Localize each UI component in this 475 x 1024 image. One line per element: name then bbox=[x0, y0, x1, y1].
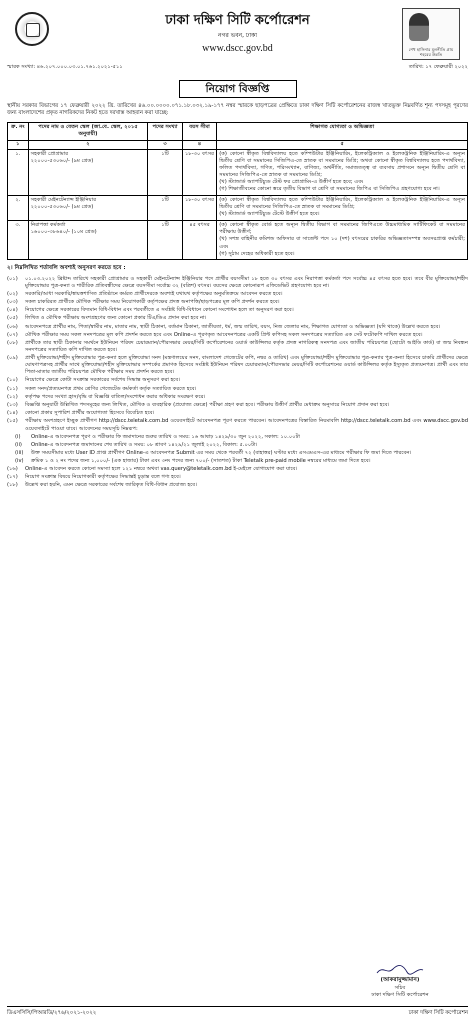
condition-number: (১০) bbox=[7, 377, 18, 384]
list-item bbox=[7, 418, 468, 432]
footer-reference: ডিএসসিসি/পিআরডি/২৭৬/২০২১-২০২২ bbox=[7, 1010, 97, 1016]
condition-number: (১৪) bbox=[7, 410, 18, 417]
signature-block bbox=[355, 963, 445, 999]
intro-paragraph: স্থানীয় সরকার বিভাগের ১৭ ফেব্রুয়ারী ২০২২ খ্রি. তারিখের ৪৬.০০.০০০০.০৭১.১৮.০৩২.১৯-১৭৭ নম্বর স্মারকে ছাড়পত্রের প্রেক্ষিতে ঢাকা দক্ষিণ সিটি কর্পোরেশনের রাজস্ব খাতভুক্ত নিম্নবর্ণিত শূন্য পদসমূহ পূরণের জন্য বাংলাদেশের প্রকৃত নাগরিকদের নিকট হতে দরখাস্ত আহবান করা যাচ্ছে: bbox=[7, 103, 468, 117]
page-title: নিয়োগ বিজ্ঞপ্তি bbox=[179, 80, 297, 98]
requirement-item: (গ) সুঠাম দেহের অধিকারী হতে হবে। bbox=[219, 250, 295, 257]
condition-number: (০৮) bbox=[7, 340, 18, 347]
condition-text: বিজ্ঞপ্তি অনুযায়ী উল্লিখিত পদসমূহের জন্য লিখিত, মৌখিক ও ব্যবহারিক (প্রযোজ্য ক্ষেত্রে) পরীক্ষা গ্রহণ করা হবে। পরীক্ষায় উত্তীর্ণ প্রার্থীর মেধাক্রম অনুসারে নিয়োগ প্রদান করা হবে। bbox=[25, 402, 390, 409]
signatory-org: ঢাকা দক্ষিণ সিটি কর্পোরেশন bbox=[371, 991, 429, 998]
signatory-name: (আকরামুজ্জামান) bbox=[380, 977, 420, 983]
row-count: ১টি bbox=[148, 149, 183, 195]
list-item bbox=[7, 410, 468, 417]
portrait-image bbox=[402, 8, 460, 60]
row-post bbox=[28, 149, 148, 195]
org-website[interactable]: www.dscc.gov.bd bbox=[202, 42, 273, 54]
list-item bbox=[7, 355, 468, 376]
header bbox=[7, 6, 468, 76]
condition-text: প্রার্থীকে তার স্থায়ী ঠিকানার সমর্থনে ইউনিয়ন পরিষদ চেয়ারম্যান/পৌরসভার মেয়র/সিটি কর্পোরেশনের ওয়ার্ড কাউন্সিলর কর্তৃক প্রদত্ত নাগরিকত্ব সনদপত্র এবং জাতীয় পরিচয়পত্র (ছোটো আইডি কার্ড) বা জন্ম নিবন্ধন সনদপত্রের সত্যায়িত কপি দাখিল করতে হবে। bbox=[25, 340, 468, 354]
condition-text: কোনো প্রকার সুপারিশ প্রার্থীর অযোগ্যতা হিসেবে বিবেচিত হবে। bbox=[25, 410, 155, 417]
post-scale: ১৬০০০-৩৮৬৪০/- (১০ম গ্রেড) bbox=[30, 229, 97, 236]
list-item bbox=[7, 315, 468, 322]
list-item bbox=[15, 458, 468, 465]
conditions-title: ২। নিম্নলিখিত শর্তাবলি অবশ্যই অনুসরণ করতে হবে : bbox=[7, 265, 126, 272]
schedule-list bbox=[15, 434, 468, 465]
table-row bbox=[8, 195, 468, 220]
condition-text: কর্তৃপক্ষ পদের সংখ্যা হ্রাস/বৃদ্ধি বা বিজ্ঞপ্তি বাতিল/সংশোধন করার অধিকার সংরক্ষণ করে। bbox=[25, 393, 206, 400]
condition-number: (১১) bbox=[7, 385, 18, 392]
condition-number: (১৫) bbox=[7, 418, 18, 425]
condition-number: (০৯) bbox=[7, 355, 18, 362]
column-number: ৩ bbox=[148, 140, 183, 149]
row-count: ১টি bbox=[148, 220, 183, 259]
condition-text: উল্লেখ করা হয়নি, এমন ক্ষেত্রে সরকারের সর্বশেষ জারিকৃত বিধি-বিধান প্রযোজ্য হবে। bbox=[25, 482, 198, 489]
row-requirements bbox=[217, 149, 468, 195]
list-item bbox=[7, 307, 468, 314]
list-item bbox=[7, 386, 468, 393]
list-item bbox=[15, 434, 468, 441]
footer bbox=[7, 1006, 468, 1017]
list-item bbox=[7, 394, 468, 401]
signature-scrawl-icon bbox=[355, 963, 445, 977]
condition-text: নিয়োগ সংক্রান্ত বিষয়ে নিয়োগকারী কর্তৃপক্ষের সিদ্ধান্তই চূড়ান্ত বলে গণ্য হবে। bbox=[25, 473, 181, 480]
portrait-caption: শেখ হাসিনার মূলনীতি গ্রাম শহরের উন্নতি bbox=[408, 46, 454, 57]
conditions-list bbox=[7, 276, 468, 490]
post-scale: ২২০০০-৫৩০৬০/- (৯ম গ্রেড) bbox=[30, 204, 94, 211]
list-item bbox=[7, 466, 468, 473]
org-address: নগর ভবন, ঢাকা bbox=[218, 31, 257, 39]
schedule-number: (i) bbox=[15, 433, 21, 440]
condition-number: (০৪) bbox=[7, 307, 18, 314]
condition-text: সকল সনদ/প্রত্যয়নপত্র প্রথম শ্রেণির গেজেটেড কর্মকর্তা কর্তৃক সত্যায়িত করতে হবে। bbox=[25, 385, 197, 392]
post-name: সহকারী মেইনটেন্যান্স ইঞ্জিনিয়ার bbox=[30, 197, 97, 204]
condition-number: (১৬) bbox=[7, 465, 18, 472]
row-requirements bbox=[217, 195, 468, 220]
condition-text: পরীক্ষায় অংশগ্রহণে ইচ্ছুক প্রার্থীগণ http://dscc.teletalk.com.bd ওয়েবসাইটে আবেদনপত্র পূরণ করতে পারবেন। আবেদনপত্রের বিস্তারিত নিয়মাবলি http://dscc.teletalk.com.bd এবং www.dscc.gov.bd ওয়েবসাইটে পাওয়া যাবে। আবেদনের সময়সূচি নিম্নরূপ: bbox=[25, 418, 468, 432]
list-item bbox=[7, 377, 468, 384]
row-post bbox=[28, 220, 148, 259]
schedule-number: (ii) bbox=[15, 441, 22, 448]
table-row bbox=[8, 220, 468, 259]
table-column-number-row bbox=[8, 140, 468, 149]
list-item bbox=[15, 442, 468, 449]
condition-number: (১৭) bbox=[7, 473, 18, 480]
row-count: ১টি bbox=[148, 195, 183, 220]
signatory-designation: সচিব bbox=[394, 984, 406, 991]
posts-table bbox=[7, 122, 468, 260]
schedule-text: Online-এ আবেদনপত্র জমাদানের শেষ তারিখ ও সময়: ০৮ শ্রাবণ ১৪২৯/২১ জুলাই ২০২২, বিকাল: ৫.০০টা। bbox=[31, 441, 258, 448]
column-number: ২ bbox=[28, 140, 148, 149]
list-item bbox=[7, 482, 468, 489]
requirement-item: (খ) স্ট্যান্ডার্ড অ্যাপটিচ্যুড টেস্টে উত্তীর্ণ হতে হবে। bbox=[219, 211, 320, 218]
condition-number: (০১) bbox=[7, 275, 18, 282]
list-item bbox=[15, 450, 468, 457]
portrait-figure-icon bbox=[409, 13, 429, 41]
table-header: ক্র. নং bbox=[8, 122, 29, 140]
footer-org: ঢাকা দক্ষিণ সিটি কর্পোরেশন bbox=[408, 1010, 468, 1016]
memo-date: তারিখ: ১৭ ফেব্রুয়ারী ২০২২ bbox=[408, 64, 468, 70]
schedule-number: (iv) bbox=[15, 457, 24, 464]
list-item bbox=[7, 276, 468, 290]
condition-text: Online-এ আবেদন করতে কোনো সমস্যা হলে ১২১ নম্বরে অথবা vas.query@teletalk.com.bd ই-মেইলে যোগাযোগ করা যাবে। bbox=[25, 465, 298, 472]
condition-number: (০২) bbox=[7, 290, 18, 297]
column-number: ১ bbox=[8, 140, 29, 149]
condition-number: (০৫) bbox=[7, 315, 18, 322]
row-serial: ৩. bbox=[8, 220, 29, 259]
schedule-text: ক্রমিক ১ ও ২ নং পদের জন্য ১,০০০/- (এক হাজার) টাকা এবং ৩নং পদের জন্য ৭০০/- (সাতশত) টাকা Teletalk pre-paid mobile নম্বরের মাধ্যমে জমা দিতে হবে। bbox=[31, 457, 371, 464]
requirement-item: (ক) কোনো স্বীকৃত বোর্ড হতে অন্যূন দ্বিতীয় বিভাগ বা সমমানের জিপিএতে উচ্চমাধ্যমিক সার্টিফিকেট বা সমমানের পরীক্ষায় উত্তীর্ণ; bbox=[219, 222, 465, 236]
requirement-item: (ক) কোনো স্বীকৃত বিশ্ববিদ্যালয় হতে কম্পিউটার ইঞ্জিনিয়ারিং, ইলেকট্রিক্যাল ও ইলেকট্রনিক ইঞ্জিনিয়ারিং-এ অন্যূন দ্বিতীয় শ্রেণি বা সমমানের সিজিপিএ-তে স্নাতক বা সমমানের ডিগ্রি; bbox=[219, 197, 465, 211]
condition-text: সরকারি/আধা সরকারি/স্বায়ত্তশাসিত প্রতিষ্ঠানে কর্মরত প্রার্থীদেরকে অবশ্যই যথাযথ কর্তৃপক্ষের অনুমতিক্রমে আবেদন করতে হবে। bbox=[25, 290, 283, 297]
condition-text: প্রার্থী মুক্তিযোদ্ধা/শহীদ মুক্তিযোদ্ধার পুত্র-কন্যা হলে মুক্তিযোদ্ধা সনদ (মন্ত্রণালয়ের সনদ, বাংলাদেশ গেজেটের কপি, নম্বর ও তারিখ) এবং মুক্তিযোদ্ধা/শহীদ মুক্তিযোদ্ধার পুত্র-কন্যার পুত্র-কন্যা হিসেবে চাকরি প্রার্থীদের ক্ষেত্রে ঘোষণাপত্রসহ প্রার্থীর সাথে মুক্তিযোদ্ধা/শহীদ মুক্তিযোদ্ধার সম্পর্কের প্রমাণক হিসেবে সংশ্লিষ্ট ইউনিয়ন পরিষদ চেয়ারম্যান/পৌরসভার মেয়র/সিটি কর্পোরেশনের ওয়ার্ড কাউন্সিলর কর্তৃক ইস্যুকৃত প্রত্যয়নপত্র। প্রার্থী এবং তার পিতা-মাতার জাতীয় পরিচয়পত্র মৌখিক পরীক্ষার সময় প্রদর্শন করতে হবে। bbox=[25, 355, 468, 376]
dscc-logo-icon bbox=[15, 12, 49, 46]
condition-text: মৌখিক পরীক্ষার সময় সকল সনদপত্রের মূল কপি প্রদর্শন করতে হবে এবং Online-এ পূরণকৃত আবেদনপত্রের একটি প্রিন্ট কপিসহ সকল সনদপত্রের সত্যায়িত এক সেট ফটোকপি দাখিল করতে হবে। bbox=[25, 331, 423, 338]
memo-row bbox=[7, 64, 468, 71]
list-item bbox=[7, 291, 468, 298]
requirement-item: (খ) স্ট্যান্ডার্ড অ্যাপটিচ্যুড টেস্ট ফর প্রোগ্রামিং-এ উত্তীর্ণ হতে হবে; এবং bbox=[219, 179, 364, 186]
schedule-number: (iii) bbox=[15, 449, 24, 456]
post-name: সহকারী প্রোগ্রামার bbox=[30, 151, 69, 158]
list-item bbox=[7, 340, 468, 354]
list-item bbox=[7, 324, 468, 331]
table-row bbox=[8, 149, 468, 195]
table-header: পদের নাম ও বেতন স্কেল (জা.বে. স্কেল, ২০১৫ অনুযায়ী) bbox=[28, 122, 148, 140]
row-serial: ২. bbox=[8, 195, 29, 220]
row-requirements bbox=[217, 220, 468, 259]
post-scale: ২২০০০-৫৩০৬০/- (৯ম গ্রেড) bbox=[30, 158, 94, 165]
list-item bbox=[7, 332, 468, 339]
table-header-row bbox=[8, 122, 468, 140]
row-age: ৪৫ বৎসর bbox=[182, 220, 217, 259]
column-number: ৫ bbox=[217, 140, 468, 149]
post-name: নিরাপত্তা কর্মকর্তা bbox=[30, 222, 66, 229]
condition-text: লিখিত ও মৌখিক পরীক্ষায় অংশগ্রহণের জন্য কোনো প্রকার টিএ/ডিএ প্রদান করা হবে না। bbox=[25, 315, 207, 322]
org-name: ঢাকা দক্ষিণ সিটি কর্পোরেশন bbox=[165, 13, 310, 28]
condition-number: (০৭) bbox=[7, 331, 18, 338]
condition-text: নিয়োগের ক্ষেত্রে সরকারের বিদ্যমান বিধি-বিধান এবং পরবর্তীতে এ সংশ্লিষ্ট বিধি-বিধানে কোনো সংশোধন হলে তা অনুসরণ করা হবে। bbox=[25, 307, 294, 314]
condition-text: নিয়োগের ক্ষেত্রে কোটা সংক্রান্ত সরকারের সর্বশেষ সিদ্ধান্ত অনুসরণ করা হবে। bbox=[25, 377, 181, 384]
condition-number: (১৩) bbox=[7, 402, 18, 409]
condition-number: (০৬) bbox=[7, 323, 18, 330]
row-serial: ১. bbox=[8, 149, 29, 195]
row-age: ১৮-৩০ বৎসর bbox=[182, 149, 217, 195]
condition-text: আবেদনপত্রে প্রার্থীর নাম, পিতা/স্বামীর নাম, মাতার নাম, স্থায়ী ঠিকানা, বর্তমান ঠিকানা, জাতীয়তা, ধর্ম, জন্ম তারিখ, বয়স, নিজ জেলার নাম, শিক্ষাগত যোগ্যতা ও অভিজ্ঞতা (যদি থাকে) উল্লেখ করতে হবে। bbox=[25, 323, 441, 330]
requirement-item: (ক) কোনো স্বীকৃত বিশ্ববিদ্যালয় হতে কম্পিউটার ইঞ্জিনিয়ারিং, ইলেকট্রিক্যাল ও ইলেকট্রনিক ইঞ্জিনিয়ারিং-এ অন্যূন দ্বিতীয় শ্রেণি বা সমমানের সিজিপিএ-তে স্নাতক বা সমমানের ডিগ্রি; অথবা কোনো স্বীকৃত বিশ্ববিদ্যালয় হতে পদার্থবিদ্যা, ফলিত পদার্থবিদ্যা, গণিত, পরিসংখ্যান, বাণিজ্য, অর্থনীতি, সমাজতত্ত্ব বা ব্যবসায় প্রশাসনে অন্যূন দ্বিতীয় শ্রেণি বা সমমানের সিজিপিএ-তে স্নাতক বা সমমানের ডিগ্রি; bbox=[219, 151, 465, 179]
row-age: ১৮-৩০ বৎসর bbox=[182, 195, 217, 220]
condition-text: ০১.০৩.২০২২ খ্রিষ্টাব্দ তারিখে সহকারী প্রোগ্রামার ও সহকারী মেইনটেন্যান্স ইঞ্জিনিয়ার পদে প্রার্থীর বয়সসীমা ১৮ হতে ৩০ বৎসর এবং নিরাপত্তা কর্মকর্তা পদে সর্বোচ্চ ৪৫ বৎসর হতে হবে। তবে বীর মুক্তিযোদ্ধা/শহীদ মুক্তিযোদ্ধার পুত্র-কন্যা ও শারীরিক প্রতিবন্ধীদের ক্ষেত্রে বয়সসীমা সর্বোচ্চ ৩২ (বত্রিশ) বৎসর। বয়সের ক্ষেত্রে কোনোরূপ এফিডেভিট গ্রহণযোগ্য হবে না। bbox=[25, 275, 468, 289]
column-number: ৪ bbox=[182, 140, 217, 149]
requirement-item: (গ) শিক্ষাজীবনের কোনো স্তরে তৃতীয় বিভাগ বা শ্রেণি বা সমমানের জিপিএ বা সিজিপিএ গ্রহণযোগ্য হবে না। bbox=[219, 186, 440, 193]
schedule-text: Online-এ আবেদনপত্র পূরণ ও পরীক্ষার ফি জমাদানের শুরুর তারিখ ও সময়: ১৬ আষাঢ় ১৪২৯/৩০ জুন ২০২২, সকাল: ১০.০০টা bbox=[31, 433, 300, 440]
table-header: বয়স সীমা bbox=[182, 122, 217, 140]
requirement-item: (খ) সশস্ত্র বাহিনীর কমিশন্ড অফিসার বা সার্জেন্ট পদে ১০ (দশ) বৎসরের চাকরির অভিজ্ঞতাসম্পন্ন অবসরপ্রাপ্ত কর্মচারী; এবং bbox=[219, 236, 465, 250]
list-item bbox=[7, 402, 468, 409]
condition-text: সকল চাকরিরত প্রার্থীকে মৌখিক পরীক্ষার সময় নিয়োগকারী কর্তৃপক্ষের প্রদত্ত অনাপত্তি/ছাড়পত্রের মূল কপি প্রদর্শন করতে হবে। bbox=[25, 299, 280, 305]
condition-number: (১৮) bbox=[7, 482, 18, 489]
row-post bbox=[28, 195, 148, 220]
table-header: শিক্ষাগত যোগ্যতা ও অভিজ্ঞতা bbox=[217, 122, 468, 140]
memo-number: স্মারক সংখ্যা: ৪৬.২০৭.০০০.০৩.০১.৭৬১.২০২১-৫১১ bbox=[7, 64, 123, 70]
condition-number: (১২) bbox=[7, 393, 18, 400]
table-header: পদের সংখ্যা bbox=[148, 122, 183, 140]
schedule-text: উক্ত সময়সীমার মধ্যে User ID প্রাপ্ত প্রার্থীগণ Online-এ আবেদনপত্র Submit এর সময় থেকে পরবর্তী ৭২ (বাহাত্তর) ঘণ্টার মধ্যে এসএমএস-এর মাধ্যমে পরীক্ষার ফি জমা দিতে পারবেন। bbox=[31, 449, 412, 456]
list-item bbox=[7, 299, 468, 306]
list-item bbox=[7, 474, 468, 481]
condition-number: (০৩) bbox=[7, 299, 18, 305]
